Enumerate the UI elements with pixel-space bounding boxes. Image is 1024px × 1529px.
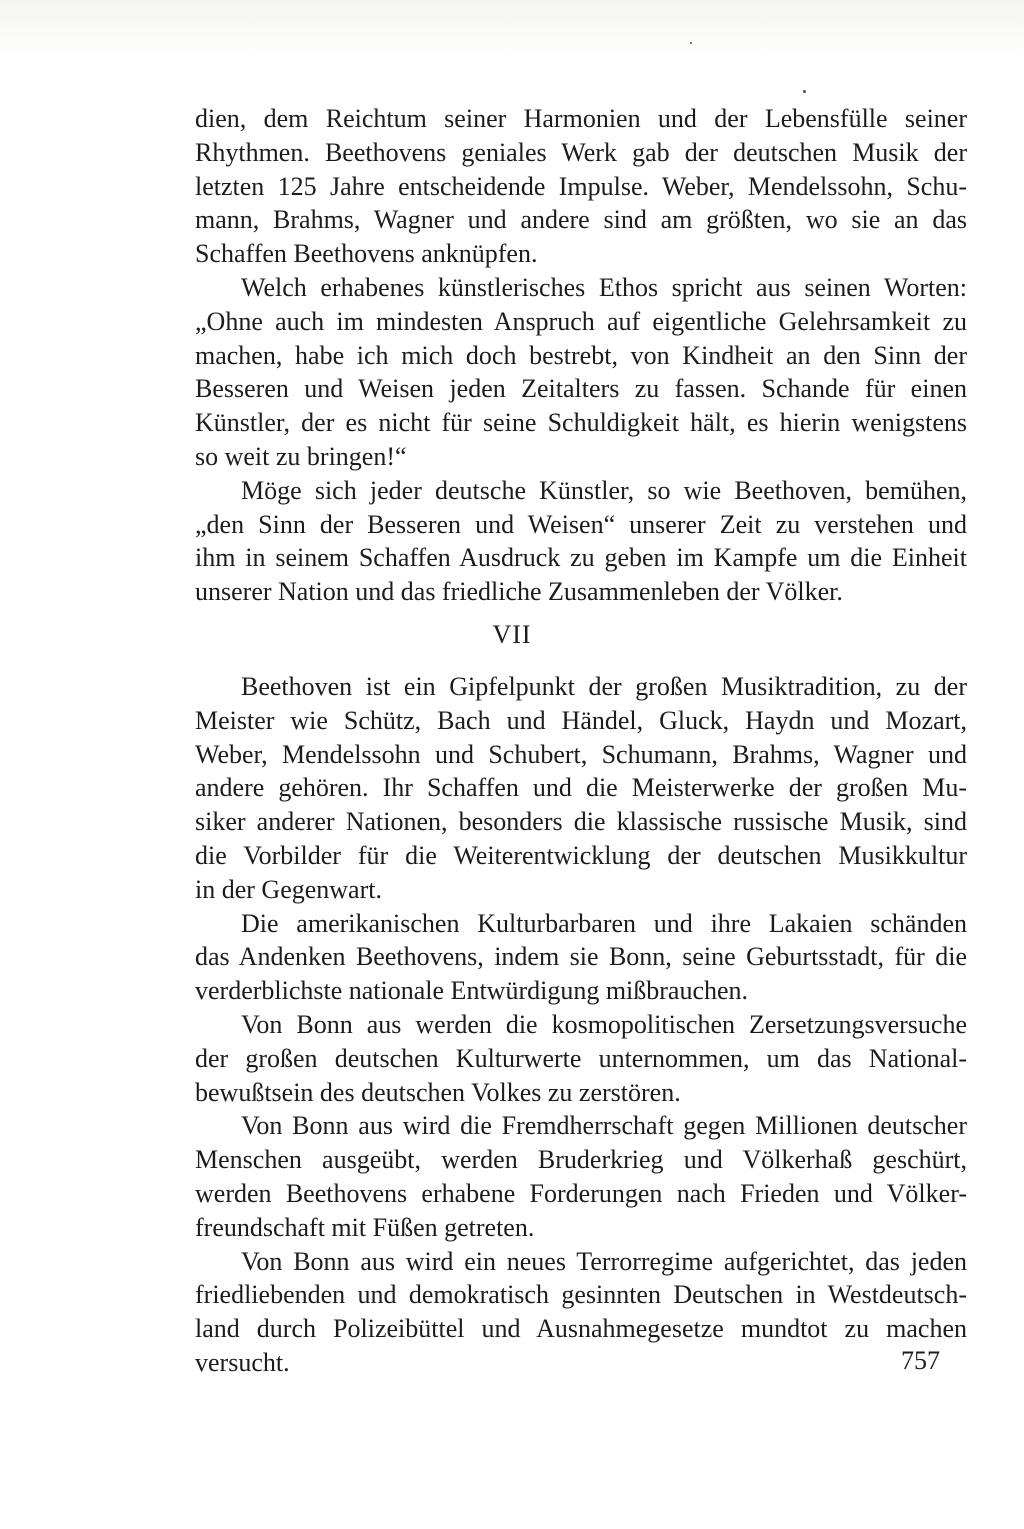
page-number: 757 — [901, 1346, 940, 1375]
section-heading: VII — [492, 620, 532, 649]
text-line: Menschen ausgeübt, werden Bruderkrieg und Völkerhaß geschürt, — [195, 1145, 967, 1175]
text-line: der großen deutschen Kulturwerte unternommen, um das National- — [195, 1043, 967, 1073]
text-block-top — [195, 102, 967, 609]
text-line: siker anderer Nationen, besonders die klassische russische Musik, sind — [195, 807, 967, 837]
text-line: bewußtsein des deutschen Volkes zu zerstören. — [195, 1077, 681, 1107]
text-line: freundschaft mit Füßen getreten. — [195, 1212, 535, 1242]
text-line: land durch Polizeibüttel und Ausnahmegesetze mundtot zu machen — [195, 1314, 967, 1344]
text-line: unserer Nation und das friedliche Zusammenleben der Völker. — [195, 577, 843, 607]
text-line: verderblichste nationale Entwürdigung mißbrauchen. — [195, 976, 749, 1006]
text-line: „den Sinn der Besseren und Weisen“ unserer Zeit zu verstehen und — [195, 509, 967, 539]
text-line: letzten 125 Jahre entscheidende Impulse. Weber, Mendelssohn, Schu- — [195, 171, 967, 201]
text-block-bottom — [195, 670, 967, 1380]
text-line: Von Bonn aus werden die kosmopolitischen Zersetzungsversuche — [241, 1009, 967, 1039]
text-line: Schaffen Beethovens anknüpfen. — [195, 239, 538, 269]
text-line: dien, dem Reichtum seiner Harmonien und der Lebensfülle seiner — [195, 104, 967, 133]
text-line: versucht. — [195, 1347, 290, 1377]
text-line: in der Gegenwart. — [195, 874, 382, 904]
text-line: friedliebenden und demokratisch gesinnten Deutschen in Westdeutsch- — [195, 1280, 967, 1310]
text-line: Besseren und Weisen jeden Zeitalters zu fassen. Schande für einen — [195, 374, 967, 404]
print-speck — [690, 42, 692, 44]
text-line: ihm in seinem Schaffen Ausdruck zu geben im Kampfe um die Einheit — [195, 543, 967, 573]
text-line: so weit zu bringen!“ — [195, 441, 407, 471]
text-line: Meister wie Schütz, Bach und Händel, Gluck, Haydn und Mozart, — [195, 705, 967, 735]
text-line: werden Beethovens erhabene Forderungen nach Frieden und Völker- — [195, 1178, 967, 1208]
text-line: Möge sich jeder deutsche Künstler, so wie Beethoven, bemühen, — [241, 475, 967, 505]
text-line: Beethoven ist ein Gipfelpunkt der großen Musiktradition, zu der — [241, 672, 967, 701]
text-line: die Vorbilder für die Weiterentwicklung der deutschen Musikkultur — [195, 840, 967, 870]
text-line: Rhythmen. Beethovens geniales Werk gab der deutschen Musik der — [195, 137, 967, 167]
text-line: mann, Brahms, Wagner und andere sind am größten, wo sie an das — [195, 205, 967, 235]
text-line: Von Bonn aus wird ein neues Terrorregime aufgerichtet, das jeden — [241, 1246, 967, 1276]
text-line: „Ohne auch im mindesten Anspruch auf eigentliche Gelehrsamkeit zu — [195, 306, 967, 336]
text-line: Künstler, der es nicht für seine Schuldigkeit hält, es hierin wenigstens — [195, 408, 967, 438]
text-line: andere gehören. Ihr Schaffen und die Meisterwerke der großen Mu- — [195, 773, 967, 803]
text-line: Von Bonn aus wird die Fremdherrschaft gegen Millionen deutscher — [241, 1111, 967, 1141]
text-line: Die amerikanischen Kulturbarbaren und ihre Lakaien schänden — [241, 908, 967, 938]
text-line: Weber, Mendelssohn und Schubert, Schumann, Brahms, Wagner und — [195, 739, 967, 769]
text-line: machen, habe ich mich doch bestrebt, von Kindheit an den Sinn der — [195, 340, 967, 370]
print-speck — [803, 90, 806, 93]
text-line: das Andenken Beethovens, indem sie Bonn, seine Geburtsstadt, für die — [195, 942, 967, 972]
text-line: Welch erhabenes künstlerisches Ethos spricht aus seinen Worten: — [241, 272, 967, 302]
